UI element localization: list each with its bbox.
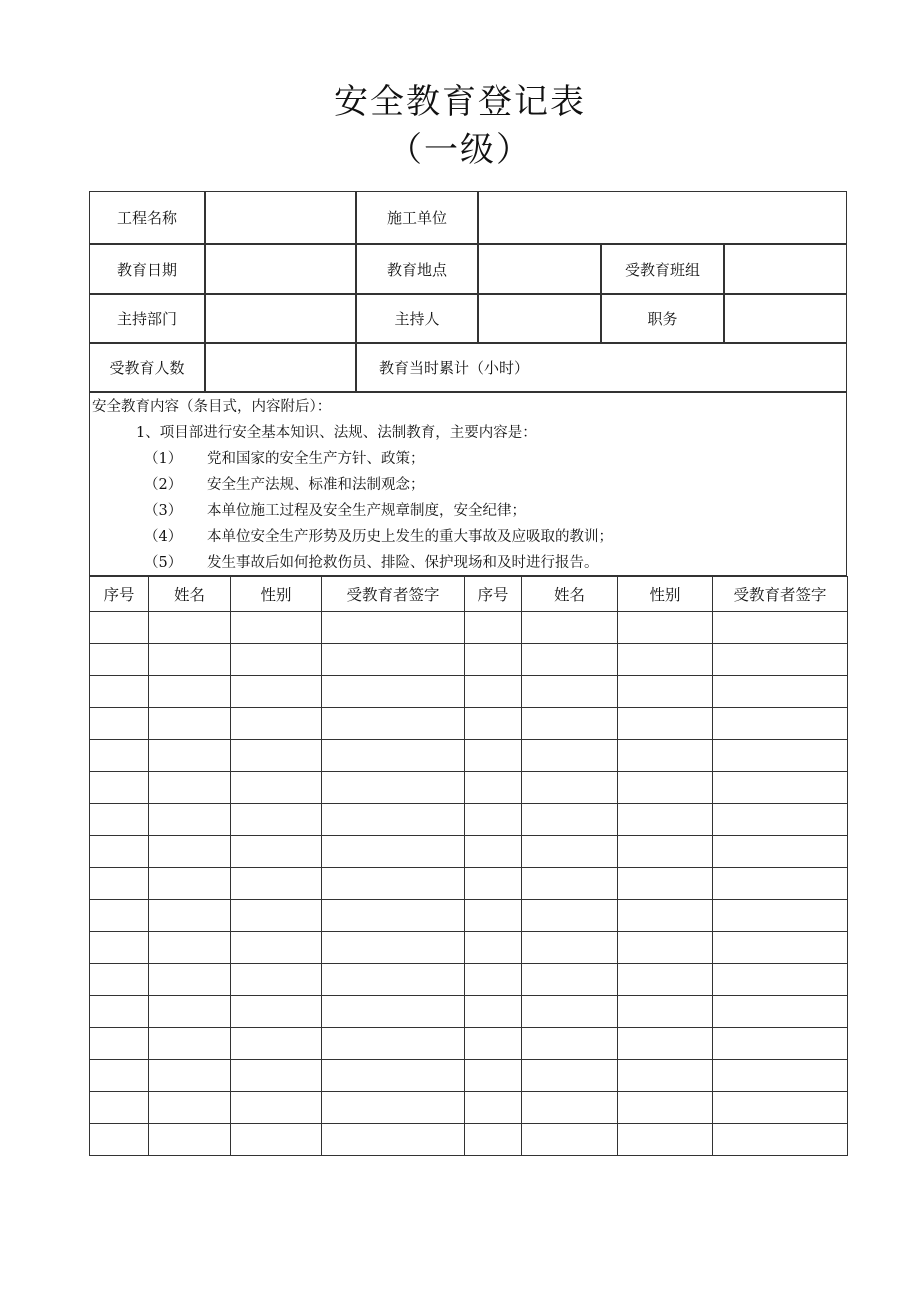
roster-cell[interactable]	[230, 771, 322, 804]
roster-header-cell: 性别	[617, 576, 713, 612]
roster-cell[interactable]	[148, 675, 231, 708]
roster-header-cell: 受教育者签字	[712, 576, 848, 612]
edu-date-field[interactable]	[205, 244, 356, 294]
roster-cell[interactable]	[521, 899, 618, 932]
roster-header-cell: 性别	[230, 576, 322, 612]
content-item	[90, 472, 846, 498]
roster-cell[interactable]	[712, 1091, 848, 1124]
roster-cell[interactable]	[89, 963, 149, 996]
roster-cell[interactable]	[712, 771, 848, 804]
roster-cell[interactable]	[617, 931, 713, 964]
roster-cell[interactable]	[321, 1123, 465, 1156]
roster-cell[interactable]	[521, 1091, 618, 1124]
roster-cell[interactable]	[230, 899, 322, 932]
roster-cell[interactable]	[617, 771, 713, 804]
roster-cell[interactable]	[230, 1027, 322, 1060]
roster-cell[interactable]	[89, 1123, 149, 1156]
roster-header-cell: 序号	[89, 576, 149, 612]
roster-cell[interactable]	[617, 995, 713, 1028]
content-item	[90, 446, 846, 472]
roster-cell[interactable]	[464, 707, 522, 740]
roster-cell[interactable]	[712, 835, 848, 868]
roster-cell[interactable]	[712, 739, 848, 772]
roster-cell[interactable]	[230, 867, 322, 900]
roster-cell[interactable]	[617, 739, 713, 772]
content-item-number: （2）	[144, 477, 183, 493]
roster-cell[interactable]	[464, 1027, 522, 1060]
roster-cell[interactable]	[230, 1091, 322, 1124]
content-intro: 1、项目部进行安全基本知识、法规、法制教育，主要内容是：	[136, 425, 537, 441]
roster-cell[interactable]	[712, 931, 848, 964]
roster-cell[interactable]	[321, 771, 465, 804]
roster-cell[interactable]	[89, 611, 149, 644]
roster-cell[interactable]	[148, 1059, 231, 1092]
edu-date-label: 教育日期	[89, 244, 205, 294]
roster-cell[interactable]	[148, 963, 231, 996]
roster-cell[interactable]	[321, 803, 465, 836]
roster-cell[interactable]	[521, 963, 618, 996]
team-label: 受教育班组	[601, 244, 724, 294]
roster-cell[interactable]	[148, 611, 231, 644]
roster-cell[interactable]	[712, 963, 848, 996]
roster-cell[interactable]	[230, 803, 322, 836]
roster-cell[interactable]	[617, 963, 713, 996]
content-item-text: 本单位安全生产形势及历史上发生的重大事故及应吸取的教训；	[207, 529, 613, 545]
roster-cell[interactable]	[148, 931, 231, 964]
construction-unit-label: 施工单位	[356, 191, 478, 244]
roster-cell[interactable]	[521, 1059, 618, 1092]
roster-cell[interactable]	[321, 739, 465, 772]
position-label: 职务	[601, 294, 724, 343]
roster-cell[interactable]	[89, 899, 149, 932]
roster-cell[interactable]	[464, 1091, 522, 1124]
content-item	[90, 524, 846, 550]
roster-cell[interactable]	[321, 995, 465, 1028]
roster-cell[interactable]	[148, 867, 231, 900]
roster-cell[interactable]	[617, 1027, 713, 1060]
roster-header-cell: 受教育者签字	[321, 576, 465, 612]
roster-cell[interactable]	[464, 803, 522, 836]
roster-cell[interactable]	[148, 835, 231, 868]
content-item	[90, 498, 846, 524]
roster-cell[interactable]	[464, 963, 522, 996]
content-heading: 安全教育内容（条目式，内容附后）：	[92, 399, 332, 415]
roster-cell[interactable]	[148, 803, 231, 836]
roster-cell[interactable]	[89, 1059, 149, 1092]
roster-cell[interactable]	[321, 1027, 465, 1060]
education-content	[89, 392, 847, 576]
project-name-field[interactable]	[205, 191, 356, 244]
roster-cell[interactable]	[321, 707, 465, 740]
roster-header-cell: 姓名	[521, 576, 618, 612]
roster-cell[interactable]	[89, 931, 149, 964]
roster-cell[interactable]	[148, 1091, 231, 1124]
roster-cell[interactable]	[617, 1123, 713, 1156]
content-item-text: 本单位施工过程及安全生产规章制度，安全纪律；	[207, 503, 526, 519]
project-name-label: 工程名称	[89, 191, 205, 244]
roster-cell[interactable]	[321, 675, 465, 708]
roster-cell[interactable]	[712, 867, 848, 900]
roster-cell[interactable]	[89, 739, 149, 772]
roster-cell[interactable]	[464, 771, 522, 804]
team-field[interactable]	[724, 244, 847, 294]
roster-cell[interactable]	[712, 1027, 848, 1060]
roster-cell[interactable]	[89, 771, 149, 804]
count-field[interactable]	[205, 343, 356, 392]
content-item-number: （4）	[144, 529, 183, 545]
form-frame	[90, 192, 848, 1161]
roster-cell[interactable]	[712, 643, 848, 676]
roster-cell[interactable]	[321, 643, 465, 676]
roster-cell[interactable]	[230, 835, 322, 868]
roster-cell[interactable]	[521, 931, 618, 964]
roster-cell[interactable]	[617, 835, 713, 868]
roster-cell[interactable]	[148, 1123, 231, 1156]
roster-table	[90, 577, 848, 1161]
header-row-project	[90, 192, 848, 245]
content-item-number: （3）	[144, 503, 183, 519]
roster-cell[interactable]	[521, 739, 618, 772]
host-dept-label: 主持部门	[89, 294, 205, 343]
edu-place-label: 教育地点	[356, 244, 478, 294]
roster-cell[interactable]	[89, 803, 149, 836]
roster-cell[interactable]	[521, 867, 618, 900]
roster-cell[interactable]	[464, 739, 522, 772]
roster-cell[interactable]	[464, 675, 522, 708]
roster-cell[interactable]	[464, 643, 522, 676]
roster-cell[interactable]	[230, 995, 322, 1028]
content-item-text: 党和国家的安全生产方针、政策；	[207, 451, 425, 467]
roster-cell[interactable]	[148, 995, 231, 1028]
roster-cell[interactable]	[230, 1059, 322, 1092]
roster-cell[interactable]	[321, 899, 465, 932]
roster-cell[interactable]	[521, 803, 618, 836]
roster-cell[interactable]	[712, 899, 848, 932]
roster-cell[interactable]	[712, 675, 848, 708]
roster-cell[interactable]	[89, 995, 149, 1028]
roster-cell[interactable]	[617, 1091, 713, 1124]
roster-cell[interactable]	[321, 963, 465, 996]
roster-cell[interactable]	[712, 1059, 848, 1092]
roster-cell[interactable]	[521, 1027, 618, 1060]
roster-cell[interactable]	[89, 1027, 149, 1060]
roster-cell[interactable]	[712, 803, 848, 836]
content-item-text: 安全生产法规、标准和法制观念；	[207, 477, 425, 493]
roster-cell[interactable]	[464, 931, 522, 964]
roster-cell[interactable]	[321, 1059, 465, 1092]
roster-cell[interactable]	[321, 611, 465, 644]
roster-cell[interactable]	[617, 675, 713, 708]
roster-header-cell: 姓名	[148, 576, 231, 612]
roster-cell[interactable]	[521, 611, 618, 644]
roster-cell[interactable]	[464, 1123, 522, 1156]
roster-cell[interactable]	[89, 835, 149, 868]
roster-cell[interactable]	[617, 643, 713, 676]
roster-cell[interactable]	[617, 867, 713, 900]
roster-cell[interactable]	[230, 643, 322, 676]
roster-cell[interactable]	[148, 1027, 231, 1060]
roster-header-cell: 序号	[464, 576, 522, 612]
roster-cell[interactable]	[321, 835, 465, 868]
edu-place-field[interactable]	[478, 244, 601, 294]
roster-cell[interactable]	[521, 771, 618, 804]
content-item-number: （5）	[144, 555, 183, 571]
content-item-number: （1）	[144, 451, 183, 467]
content-items	[90, 446, 846, 576]
roster-cell[interactable]	[464, 611, 522, 644]
roster-cell[interactable]	[712, 1123, 848, 1156]
roster-cell[interactable]	[89, 1091, 149, 1124]
roster-cell[interactable]	[521, 1123, 618, 1156]
header-row-date	[90, 245, 848, 295]
roster-cell[interactable]	[521, 643, 618, 676]
roster-cell[interactable]	[464, 835, 522, 868]
roster-cell[interactable]	[230, 739, 322, 772]
roster-cell[interactable]	[321, 931, 465, 964]
roster-cell[interactable]	[89, 867, 149, 900]
content-item-text: 发生事故后如何抢救伤员、排险、保护现场和及时进行报告。	[207, 555, 599, 571]
hours-label: 教育当时累计（小时）	[356, 343, 847, 392]
roster-cell[interactable]	[89, 675, 149, 708]
roster-cell[interactable]	[148, 643, 231, 676]
roster-cell[interactable]	[617, 899, 713, 932]
roster-cell[interactable]	[521, 707, 618, 740]
content-item	[90, 550, 846, 576]
roster-cell[interactable]	[230, 611, 322, 644]
count-label: 受教育人数	[89, 343, 205, 392]
construction-unit-field[interactable]	[478, 191, 847, 244]
roster-cell[interactable]	[521, 835, 618, 868]
roster-cell[interactable]	[230, 675, 322, 708]
roster-cell[interactable]	[521, 675, 618, 708]
header-row-host	[90, 295, 848, 344]
roster-cell[interactable]	[89, 707, 149, 740]
roster-cell[interactable]	[464, 995, 522, 1028]
roster-cell[interactable]	[230, 707, 322, 740]
header-row-count	[90, 344, 848, 393]
document-subtitle: （一级）	[388, 130, 532, 170]
roster-cell[interactable]	[321, 1091, 465, 1124]
roster-cell[interactable]	[148, 707, 231, 740]
roster-cell[interactable]	[230, 963, 322, 996]
roster-cell[interactable]	[617, 803, 713, 836]
host-field[interactable]	[478, 294, 601, 343]
roster-cell[interactable]	[148, 899, 231, 932]
roster-cell[interactable]	[148, 771, 231, 804]
roster-cell[interactable]	[617, 611, 713, 644]
roster-cell[interactable]	[230, 1123, 322, 1156]
roster-cell[interactable]	[521, 995, 618, 1028]
host-label: 主持人	[356, 294, 478, 343]
roster-cell[interactable]	[712, 995, 848, 1028]
roster-cell[interactable]	[148, 739, 231, 772]
roster-cell[interactable]	[464, 899, 522, 932]
roster-cell[interactable]	[617, 707, 713, 740]
roster-cell[interactable]	[464, 867, 522, 900]
roster-cell[interactable]	[321, 867, 465, 900]
roster-cell[interactable]	[617, 1059, 713, 1092]
roster-cell[interactable]	[712, 707, 848, 740]
roster-cell[interactable]	[464, 1059, 522, 1092]
position-field[interactable]	[724, 294, 847, 343]
document-title: 安全教育登记表	[334, 82, 586, 122]
roster-cell[interactable]	[89, 643, 149, 676]
roster-cell[interactable]	[712, 611, 848, 644]
roster-cell[interactable]	[230, 931, 322, 964]
host-dept-field[interactable]	[205, 294, 356, 343]
